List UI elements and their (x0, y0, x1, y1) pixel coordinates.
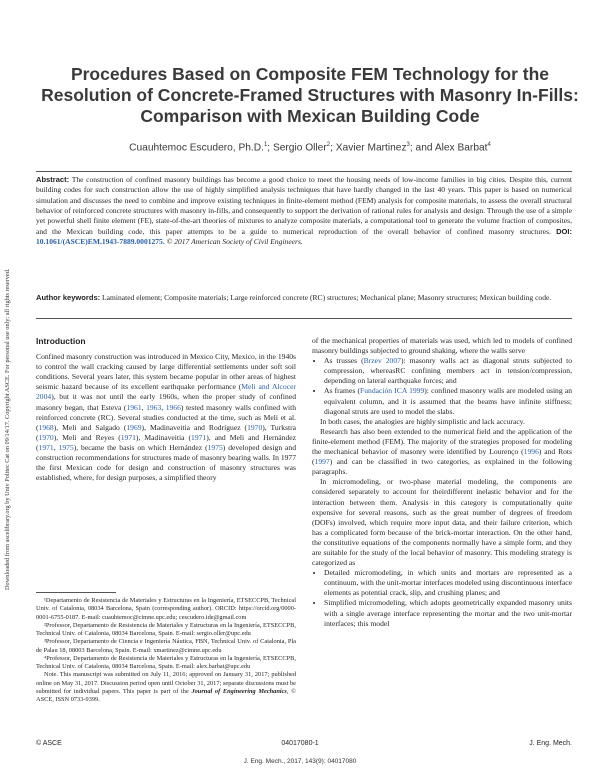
citation-link[interactable]: 1966 (165, 402, 181, 412)
footer-copyright: © ASCE (36, 740, 62, 747)
list-item (324, 386, 572, 416)
footer-journal: J. Eng. Mech. (529, 740, 572, 747)
author-list (40, 142, 580, 153)
left-column (36, 336, 296, 483)
text-run: ): confined masonry walls are modeled using an equivalent column, and it is assumed that the beams have infinite stiffness; diagonal struts are used to model the slabs. (324, 386, 572, 416)
text-run: As trusses ( (324, 356, 364, 366)
text-run: ), Meli and Reyes ( (53, 432, 121, 442)
author-separator: ; (330, 142, 336, 154)
text-run: ), Madinaveitia and Rodríguez ( (141, 422, 248, 432)
citation-link[interactable]: 1971 (191, 432, 207, 442)
paper-title: Procedures Based on Composite FEM Technology for the Resolution of Concrete-Framed Structures with Masonry In-Fills: Comparison with Mexican Building Code (41, 64, 579, 126)
citation-link[interactable]: Meli and Alcocer 2004 (36, 382, 296, 402)
citation-link[interactable]: 1969 (126, 422, 142, 432)
keywords-label: Author keywords: (36, 293, 101, 302)
author-separator: ; (267, 142, 273, 154)
list-item: • Simplified micromodeling, which adopts geometrically expanded masonry units with a single average interface representing the mortar and the two unit-mortar interfaces; this model (324, 598, 572, 628)
citation-link[interactable]: 1971 (38, 442, 54, 452)
text-run: , (141, 402, 147, 412)
text-run: ) and can be classified in two categories, as explained in the following paragraphs. (312, 457, 572, 477)
abstract-text: The construction of confined masonry buildings has become a good choice to meet the housing needs of low-income families in big cities. Despite this, current building codes for such construction allow the use of highly simplified analysis techniques that have hardly changed in the last 40 years. This paper is based on numerical simulation and discusses the need to combine and improve existing techniques in finite-element method (FEM) analysis for composite materials, to assess the overall structural behavior of reinforced concrete structures with masonry in-fills, and consequently to support the derivation of rational rules for analysis and design. Through the use of a simple yet powerful shell finite element (FE), state-of-the-art theories of mixtures to analyze composite materials, a computational tool to generate the volume fraction of composites, and the Mexican building code, this paper attempts to be a guide to numerical reproduction of the overall behavior of confined masonry structures. (36, 175, 572, 236)
top-divider (36, 171, 572, 172)
citation-link[interactable]: 1975 (207, 442, 223, 452)
affiliation-marker: 3 (406, 142, 410, 148)
affiliation-marker: 4 (487, 142, 491, 148)
affiliation-marker: 1 (263, 142, 268, 148)
submission-note: Note. This manuscript was submitted on July 11, 2016; approved on January 31, 2017; published online on May 31, 2017. Discussion period open until October 31, 2017; separate discussions must be submitted for individual papers. This paper is part of the Journal of Engineering Mechanics, © ASCE, ISSN 0733-9399. (36, 671, 296, 703)
text-run: ) tested masonry walls confined with reinforced concrete (RC). Several studies conducted at the time, such as Meli et al. ( (36, 402, 297, 432)
keywords-text: Laminated element; Composite materials; Large reinforced concrete (RC) structures; Mechanical plane; Masonry structures; Mexican building code. (102, 293, 552, 302)
citation-link[interactable]: 1961 (126, 402, 142, 412)
citation-link[interactable]: 1963 (146, 402, 162, 412)
journal-citation: J. Eng. Mech., 2017, 143(9): 04017080 (243, 758, 357, 765)
copyright-notice: © 2017 American Society of Civil Engineers. (166, 237, 303, 247)
abstract-label: Abstract: (36, 175, 70, 184)
analogy-paragraph: In both cases, the analogies are highly simplistic and lack accuracy. (320, 416, 525, 426)
footnote-divider (36, 592, 116, 593)
citation-link[interactable]: Brzev 2007 (363, 356, 401, 366)
text-run: , (53, 442, 59, 452)
citation-link[interactable]: Fundación ICA 1999 (360, 386, 425, 396)
text-run: ), Turkstra ( (36, 422, 296, 442)
continued-paragraph: of the mechanical properties of materials was used, which led to models of confined masonry buildings subjected to ground shaking, where the walls serve (312, 336, 572, 356)
text-run: ), became the basis on which Hernández ( (73, 442, 208, 452)
micromodeling-list (312, 568, 572, 629)
wall-models-list (312, 356, 572, 417)
right-column (312, 336, 572, 629)
author-separator: ; and (409, 142, 435, 154)
text-run: ), Meli and Salgado ( (53, 422, 127, 432)
footnotes (36, 597, 296, 704)
micromodeling-paragraph: In micromodeling, or two-phase material modeling, the components are considered separately to account for theirdifferent inelastic behavior and for the interaction between them. Analysis in this category is computationally quite expensive for several reasons, such as the great number of degrees of freedom (DOFs) involved, which require more input data, and their failure criterion, which has a complicated form because of the brick-mortar interaction. On the other hand, the constitutive equations of the components normally have a simple form, and they are suitable for the study of the local behavior of masonry. This modeling strategy is categorized as (312, 477, 572, 568)
citation-link[interactable]: 1970 (247, 422, 263, 432)
citation-link[interactable]: 1971 (120, 432, 136, 442)
section-heading-introduction: Introduction (36, 336, 86, 346)
citation-link[interactable]: 1997 (314, 457, 330, 467)
author-name: Sergio Oller (272, 142, 327, 154)
citation-link[interactable]: 1970 (38, 432, 54, 442)
citation-link[interactable]: 1996 (523, 447, 539, 457)
text-run: , (161, 402, 166, 412)
doi-label: DOI: (556, 226, 572, 236)
keywords-divider (36, 318, 572, 319)
text-run: ), but it was not until the early 1960s, when the proper study of confined masonry began, that Esteva ( (36, 392, 296, 412)
intro-paragraph (36, 352, 296, 483)
affiliation-marker: 2 (326, 142, 331, 148)
list-item (324, 356, 572, 386)
text-run: ) and Rots ( (312, 447, 572, 467)
journal-name: Journal of Engineering Mechanics (191, 687, 287, 695)
text-run: ) developed design and construction recommendations for structures made of masonry bearing walls. In 1977 the first Mexican code for design and construction of masonry structures was established, where, for design purposes, a simplified theory (36, 442, 297, 483)
author-name: Xavier Martinez (335, 142, 407, 154)
text-run: Research has also been extended to the numerical field and the application of the finite-element method (FEM). The majority of the strategies proposed for modeling the mechanical behavior of masonry were identified by Lourenço ( (312, 426, 572, 457)
text-run: As frames ( (324, 386, 360, 396)
text-run: ), Madinaveitia ( (135, 432, 192, 442)
footnote-1: ¹Departamento de Resistencia de Materiales y Estructuras en la Ingeniería, ETSECCPB, Technical Univ. of Catalonia, 08034 Barcelona, Spain (corresponding author). ORCID: https://orcid.org/0000-0001-6755-0187. E-mail: cuauhtemoc@cimne.upc.edu; cescudero.ide@gmail.com (36, 597, 296, 621)
citation-link[interactable]: 1975 (58, 442, 74, 452)
footer-page-id: 04017080-1 (281, 740, 319, 747)
abstract (36, 175, 572, 247)
author-name: Cuauhtemoc Escudero, Ph.D. (129, 142, 264, 154)
author-keywords (36, 293, 572, 303)
footnote-2: ²Professor, Departamento de Resistencia de Materiales y Estructuras en la Ingeniería, ETSECCPB, Technical Univ. of Catalonia, 08034 Barcelona, Spain. E-mail: sergio.oller@upc.edu (36, 621, 296, 637)
author-name: Alex Barbat (434, 142, 488, 154)
doi-link[interactable]: 10.1061/(ASCE)EM.1943-7889.0001275. (36, 237, 165, 247)
footnote-3: ³Professor, Departamento de Ciencia e Ingeniería Náutica, FBN, Technical Univ. of Catalonia, Pla de Palau 18, 08003 Barcelona, Spain. E-mail: xmartinez@cimne.upc.edu (36, 638, 296, 654)
list-item: • Detailed micromodeling, in which units and mortars are represented as a continuum, with the unit-mortar interfaces modeled using discontinuous interface elements as potential crack, slip, and crushing planes; and (324, 568, 572, 598)
fem-paragraph (312, 427, 572, 477)
footnote-4: ⁴Professor, Departamento de Resistencia de Materiales y Estructuras en la Ingeniería, ETSECCPB, Technical Univ. of Catalonia, 08034 Barcelona, Spain. E-mail: alex.barbat@upc.edu (36, 654, 296, 670)
text-run: ), and Meli and Hernández ( (36, 432, 296, 452)
citation-link[interactable]: 1968 (38, 422, 54, 432)
text-run: ): masonry walls act as diagonal struts subjected to compression, whereasRC confining members act in tension/compression, depending on lateral earthquake forces; and (324, 356, 573, 386)
text-run: Confined masonry construction was introduced in Mexico City, Mexico, in the 1940s to control the wall cracking caused by large differential settlements under soft soil conditions. Several years later, this system became popular in other areas of highest seismic hazard because of its excellent earthquake performance ( (36, 352, 296, 392)
download-notice: Downloaded from ascelibrary.org by Univ Politec Cat on 09/14/17. Copyright ASCE. For personal use only; all rights reserved. (4, 268, 11, 590)
